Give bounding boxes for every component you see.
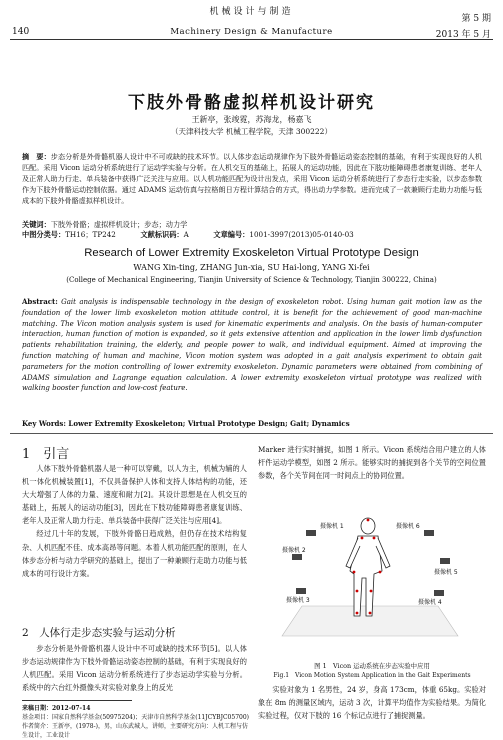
issue-date: 2013 年 5 月 <box>435 30 491 40</box>
camera-label: 摄像机 4 <box>418 599 442 606</box>
journal-title-cn: 机械设计与制造 <box>209 7 294 17</box>
camera-label: 摄像机 2 <box>282 547 306 554</box>
classification-row <box>22 230 354 240</box>
affiliation-en: (College of Mechanical Engineering, Tianjin University of Science & Technology, Tianjin 300222, China) <box>66 276 437 284</box>
right-column-text <box>258 443 486 482</box>
article-no-value: 1001-3997(2013)05-0140-03 <box>249 230 354 239</box>
experiment-description <box>258 683 486 722</box>
camera-icon <box>306 530 316 536</box>
abstract-cn-text: 步态分析是外骨骼机器人设计中不可或缺的技术环节。以人体步态运动规律作为下肢外骨骼运动姿态控制的基础，有利于实现良好的人机匹配。采用 Vicon 运动分析系统进行了运动学实验与分析。在人机交互的基础上，拓展人的运动功能，因此在下肢功能障碍患者康复训练、老年人及正常人助力行走、单兵装备中获得广泛关注与应用。以人机功能匹配为设计出发点，采用 Vicon 运动分析系统进行了步态行走实验，以步态参数作为下肢外骨骼运动控制依据。通过 ADAMS 运动仿真与拉格朗日方程计算结合的方式，得出动力学参数。进而完成了一款兼顾行走助力功能与低成本的下肢外骨骼虚拟样机设计。 <box>22 152 483 205</box>
doc-code-label: 文献标识码： <box>140 230 184 239</box>
affiliation-cn: （天津科技大学 机械工程学院，天津 300222） <box>171 127 332 136</box>
experiment-paragraph: 实验对象为 1 名男性，24 岁，身高 173cm，体重 65kg。实验对象在 8m 的测量区域内，运动 3 次，计算平均值作为实验结果。为简化实验过程，仅对下肢的 16 个标记点进行了捕捉测量。 <box>258 685 486 720</box>
figure-1 <box>262 486 478 666</box>
camera-label: 摄像机 1 <box>320 523 344 530</box>
authors-en: WANG Xin-ting, ZHANG Jun-xia, SU Hai-long, YANG Xi-fei <box>133 263 370 272</box>
keywords-en: Key Words: Lower Extremity Exoskeleton; Virtual Prototype Design; Gait; Dynamics <box>22 419 350 428</box>
keywords-cn <box>22 220 187 230</box>
section-1-heading: 1 引言 <box>22 447 70 462</box>
section-1-body <box>22 462 247 580</box>
keywords-cn-label: 关键词： <box>22 220 51 229</box>
footnote <box>22 704 252 740</box>
paper-title-en: Research of Lower Extremity Exoskeleton Virtual Prototype Design <box>84 247 419 259</box>
abstract-en-text: Gait analysis is indispensable technology in the design of exoskeleton robot. Using human gait motion law as the foundation of the lower limb exoskeleton motion attitude control, it is benefit for the achievement of good man-machine matching. The Vicon motion analysis system is used for kinematic experiments and analysis. On the basis of human-computer interaction, human function of motion is expanded, so it gets extensive attention and application in the lower limb dysfunction patients rehabilitation training, the elderly, and people power to walk, and individual equipment. Aimed at improving the function matching of human and machine, Vicon motion system was adopted in a gait analysis experiment to obtain gait parameters for the motion controlling of lower extremity exoskeleton. Dynamic parameters were obtained from combining of ADAMS simulation and Lagrange equation calculation. A lower extremity exoskeleton virtual prototype was realized with walking booster function and low-cost feature. <box>22 298 483 393</box>
section-1-paragraph: 经过几十年的发展，下肢外骨骼日趋成熟，但仍存在技术结构复杂、人机匹配不佳、成本高昂等问题。本着人机功能匹配的原则，在人体步态分析与动力学研究的基础上，提出了一种兼顾行走助力功能与低成本的可行设计方案。 <box>22 529 247 578</box>
camera-icon <box>292 554 302 560</box>
footnote-rule <box>22 700 132 701</box>
paper-title-cn: 下肢外骨骼虚拟样机设计研究 <box>128 93 375 113</box>
header-rule <box>10 39 493 40</box>
clc-label: 中图分类号： <box>22 230 66 239</box>
camera-label: 摄像机 3 <box>286 597 310 604</box>
section-2-paragraph: 步态分析是外骨骼机器人设计中不可或缺的技术环节[5]。以人体步态运动规律作为下肢外骨骼运动姿态控制的基础，有利于实现良好的人机匹配。采用 Vicon 运动分析系统进行了步态运动学实验与分析。系统中的六台红外摄像头对实验对象身上的反光 <box>22 644 247 693</box>
footnote-author: 作者简介：王新亭，(1978-)，男，山东武城人，讲师，主要研究方向：人机工程与仿生设计，工业设计 <box>22 723 248 739</box>
page-number: 140 <box>12 27 30 37</box>
camera-icon <box>440 558 450 564</box>
keywords-cn-text: 下肢外骨骼；虚拟样机设计；步态；动力学 <box>50 220 188 229</box>
camera-icon <box>296 588 306 594</box>
abstract-en <box>22 297 482 394</box>
figure-1-caption-cn: 图 1 Vicon 运动系统在步态实验中应用 <box>314 662 430 670</box>
clc-value: TH16；TP242 <box>65 230 116 239</box>
article-no-label: 文章编号： <box>213 230 250 239</box>
camera-label: 摄像机 6 <box>396 523 420 530</box>
abstract-cn <box>22 152 482 207</box>
authors-cn: 王新亭，张竣霓，苏海龙，杨嘉飞 <box>191 115 312 124</box>
doc-code-value: A <box>183 230 189 239</box>
section-2-heading: 2 人体行走步态实验与运动分析 <box>22 627 176 639</box>
issue-number: 第 5 期 <box>461 14 491 24</box>
camera-label: 摄像机 5 <box>434 569 458 576</box>
camera-icon <box>424 530 434 536</box>
right-column-paragraph: Marker 进行实时捕捉，如图 1 所示。Vicon 系统结合用户建立的人体杆件运动学模型，如图 2 所示。能够实时的捕捉到各个关节的空间位置参数，各个关节间在同一时间点上的协同位置。 <box>258 445 486 481</box>
section-2-body <box>22 642 247 694</box>
figure-1-illustration <box>262 486 478 661</box>
abstract-cn-label: 摘 要： <box>22 152 51 161</box>
journal-title-en: Machinery Design & Manufacture <box>170 27 333 37</box>
figure-1-caption-en: Fig.1 Vicon Motion System Application in the Gait Experiments <box>273 672 471 679</box>
section-divider <box>10 433 493 434</box>
section-1-paragraph: 人体下肢外骨骼机器人是一种可以穿戴，以人为主，机械为辅的人机一体化机械装置[1]，不仅具备保护人体和支持人体结构的功能，还大大增强了人体的力量、速度和耐力[2]。其设计思想是在人机交互的基础上，拓展人的运动功能[3]，因此在下肢功能障碍患者康复训练、老年人及正常人助力行走、单兵装备中获得广泛关注与应用[4]。 <box>22 464 247 526</box>
camera-icon <box>434 590 444 596</box>
footnote-received: 来稿日期：2012-07-14 <box>22 705 91 712</box>
abstract-en-label: Abstract: <box>22 297 58 306</box>
footnote-fund: 基金项目：国家自然科学基金(50975204)；天津市自然科学基金(11JCYBJC05700) <box>22 714 249 721</box>
